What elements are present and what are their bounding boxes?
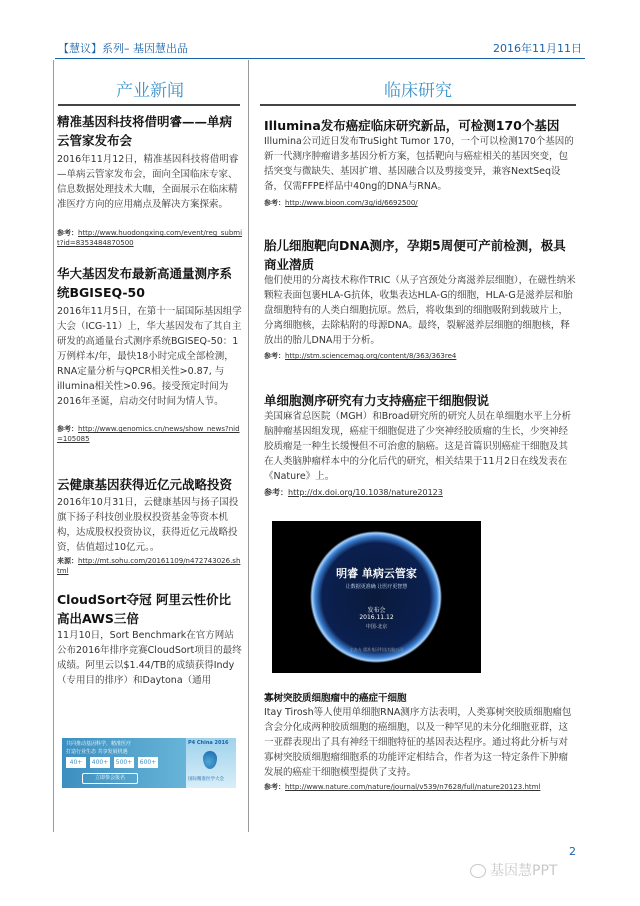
header-divider — [55, 58, 585, 59]
ad-stat: 400+ — [91, 759, 109, 766]
ad-stat: 40+ — [66, 757, 86, 768]
reference-label: 参考： — [264, 783, 285, 791]
article-body: Itay Tirosh等人使用单细胞RNA测序方法表明，人类寡树突胶质细胞瘤包含会分化成两种胶质细胞的癌细胞，以及一种罕见的未分化细胞亚群，这一亚群表现出了具有神经干细胞特征的基因表达程序。通过将此分析与对寡树突胶质细胞瘤细胞系的功能评定相结合，作者为这一特定条件下肿瘤发展的癌症干细胞模型提供了支持。 — [264, 707, 572, 778]
reference-label: 来源： — [57, 557, 78, 565]
left-column-rule — [58, 104, 240, 106]
article-title: 单细胞测序研究有力支持癌症干细胞假说 — [264, 393, 490, 408]
drop-icon — [203, 751, 217, 769]
article-body: 2016年11月12日，精准基因科技将借明睿—单病云管家发布会，面向全国临床专家、信息数据处理技术大咖，全面展示在临床精准医疗方向的应用痛点及解决方案探索。 — [57, 154, 239, 210]
event-tagline: 让数据更准确 让医疗更智慧 — [345, 584, 408, 590]
reference-link[interactable]: http://mt.sohu.com/20161109/n472743026.shtml — [57, 557, 241, 575]
reference-link[interactable]: http://www.genomics.cn/news/show_news?nid=105085 — [57, 425, 240, 443]
article-reference — [57, 556, 243, 576]
reference-label: 参考： — [57, 229, 78, 237]
header-date: 2016年11月11日 — [493, 42, 582, 55]
article-reference — [264, 782, 576, 792]
ad-banner-left — [62, 738, 186, 788]
reference-label: 参考： — [264, 352, 285, 360]
reference-label: 参考： — [264, 199, 285, 207]
reference-link[interactable]: http://www.nature.com/nature/journal/v539/n7628/full/nature20123.html — [285, 783, 541, 791]
event-date: 2016.11.12 — [359, 614, 394, 621]
article-title: 云健康基因获得近亿元战略投资 — [57, 477, 233, 492]
article-subtitle: 寡树突胶质细胞瘤中的癌症干细胞 — [264, 693, 407, 704]
conference-ad-banner[interactable] — [62, 738, 236, 788]
right-column-title: 临床研究 — [384, 81, 452, 101]
article-reference — [57, 228, 243, 248]
event-location: 中国·北京 — [365, 624, 388, 630]
right-column-rule — [260, 104, 576, 106]
article-reference — [264, 488, 576, 498]
event-title — [272, 565, 481, 581]
column-divider — [248, 60, 249, 832]
article-body: 他们使用的分离技术称作TRIC（从子宫颈处分离滋养层细胞），在磁性纳米颗粒表面包裹HLA-G抗体，收集表达HLA-G的细胞，HLA-G是滋养层和胎盘细胞特有的人类白细胞抗原。然后，将收集到的细胞吸附到载玻片上，分离细胞核，去除粘附的母源DNA。最终，裂解滋养层细胞的细胞核，释放出的胎儿DNA用于分析。 — [264, 275, 576, 346]
article-title: 胎儿细胞靶向DNA测序，孕期5周便可产前检测，极具商业潜质 — [264, 238, 566, 272]
event-footer: 主办方 精准基因科技有限公司 — [349, 647, 404, 652]
article-title: 精准基因科技将借明睿——单病云管家发布会 — [57, 114, 233, 148]
article-title: CloudSort夺冠 阿里云性价比高出AWS三倍 — [57, 592, 231, 626]
reference-link[interactable]: http://stm.sciencemag.org/content/8/363/363re4 — [285, 352, 457, 360]
ad-cta-button[interactable]: 立即参会报名 — [82, 773, 138, 784]
article-body: Illumina公司近日发布TruSight Tumor 170，一个可以检测170个基因的新一代测序肿瘤谱多基因分析方案，包括靶向与癌症相关的基因突变，包括突变与微缺失、基因扩增、基因融合以及剪接变异，兼容NextSeq设备，仅需FFPE样品中40ng的DNA与RNA。 — [264, 136, 574, 192]
reference-link[interactable]: http://www.bioon.com/3g/id/6692500/ — [285, 199, 418, 207]
ad-stat: 500+ — [115, 759, 133, 766]
article-body: 11月10日，Sort Benchmark在官方网站公布2016年排序竞赛CloudSort项目的最终成绩。阿里云以$1.44/TB的成绩获得Indy（专用目的排序）和Daytona（通用 — [57, 630, 242, 686]
article-title: Illumina发布癌症临床研究新品，可检测170个基因 — [264, 118, 560, 133]
reference-label: 参考： — [57, 425, 78, 433]
reference-link[interactable]: http://dx.doi.org/10.1038/nature20123 — [288, 488, 443, 497]
article-body: 美国麻省总医院（MGH）和Broad研究所的研究人员在单细胞水平上分析脑肿瘤基因组发现，癌症干细胞促进了少突神经胶质瘤的生长，少突神经胶质瘤是一种生长缓慢但不可治愈的脑癌。这是首篇识别癌症干细胞及其在人类脑肿瘤样本中的分化后代的研究，相关结果于11月2日在线发表在《Nature》上。 — [264, 411, 572, 482]
article-body: 2016年11月5日，在第十一届国际基因组学大会（ICG-11）上，华大基因发布了其自主研发的高通量台式测序系统BGISEQ-50：1万例样本/年，最快18小时完成全部检测，RNA定量分析与QPCR相关性>0.87, 与illumina相关性>0.96。接受预定时间为2016年圣诞，启动交付时间为情人节。 — [57, 306, 242, 407]
header-series-label: 【慧议】系列– 基因慧出品 — [58, 42, 188, 55]
page-number: 2 — [569, 845, 576, 858]
watermark: 基因慧PPT — [490, 863, 558, 879]
event-poster-image — [272, 521, 481, 673]
reference-link[interactable]: http://www.huodongxing.com/event/reg_submit?id=8353484870500 — [57, 229, 243, 247]
ad-brand: P4 China 2016 — [188, 740, 229, 746]
article-reference — [57, 424, 243, 444]
article-body: 2016年10月31日，云健康基因与扬子国投旗下扬子科技创业股权投资基金等资本机构，达成股权投资协议，获得近亿元战略投资，估值超过10亿元。。 — [57, 497, 239, 553]
article-reference — [264, 198, 576, 208]
wechat-icon — [470, 864, 486, 878]
left-column-title: 产业新闻 — [116, 81, 184, 101]
reference-label: 参考： — [264, 488, 288, 497]
article-reference — [264, 351, 576, 361]
ad-slogan: 共同推动基因科学，精准医疗 — [66, 741, 132, 747]
event-brand: 明睿 — [336, 567, 359, 580]
ad-stat: 600+ — [139, 759, 157, 766]
ad-banner-right — [186, 738, 236, 788]
article-title: 华大基因发布最新高通量测序系统BGISEQ-50 — [57, 266, 233, 300]
ad-right-text: 国际精准医学大会 — [188, 777, 224, 782]
left-border — [53, 60, 54, 832]
ad-slogan: 打造行业生态 共享发展机遇 — [66, 749, 128, 755]
event-label: 发布会 — [367, 607, 386, 614]
event-product: 单病云管家 — [361, 567, 417, 580]
